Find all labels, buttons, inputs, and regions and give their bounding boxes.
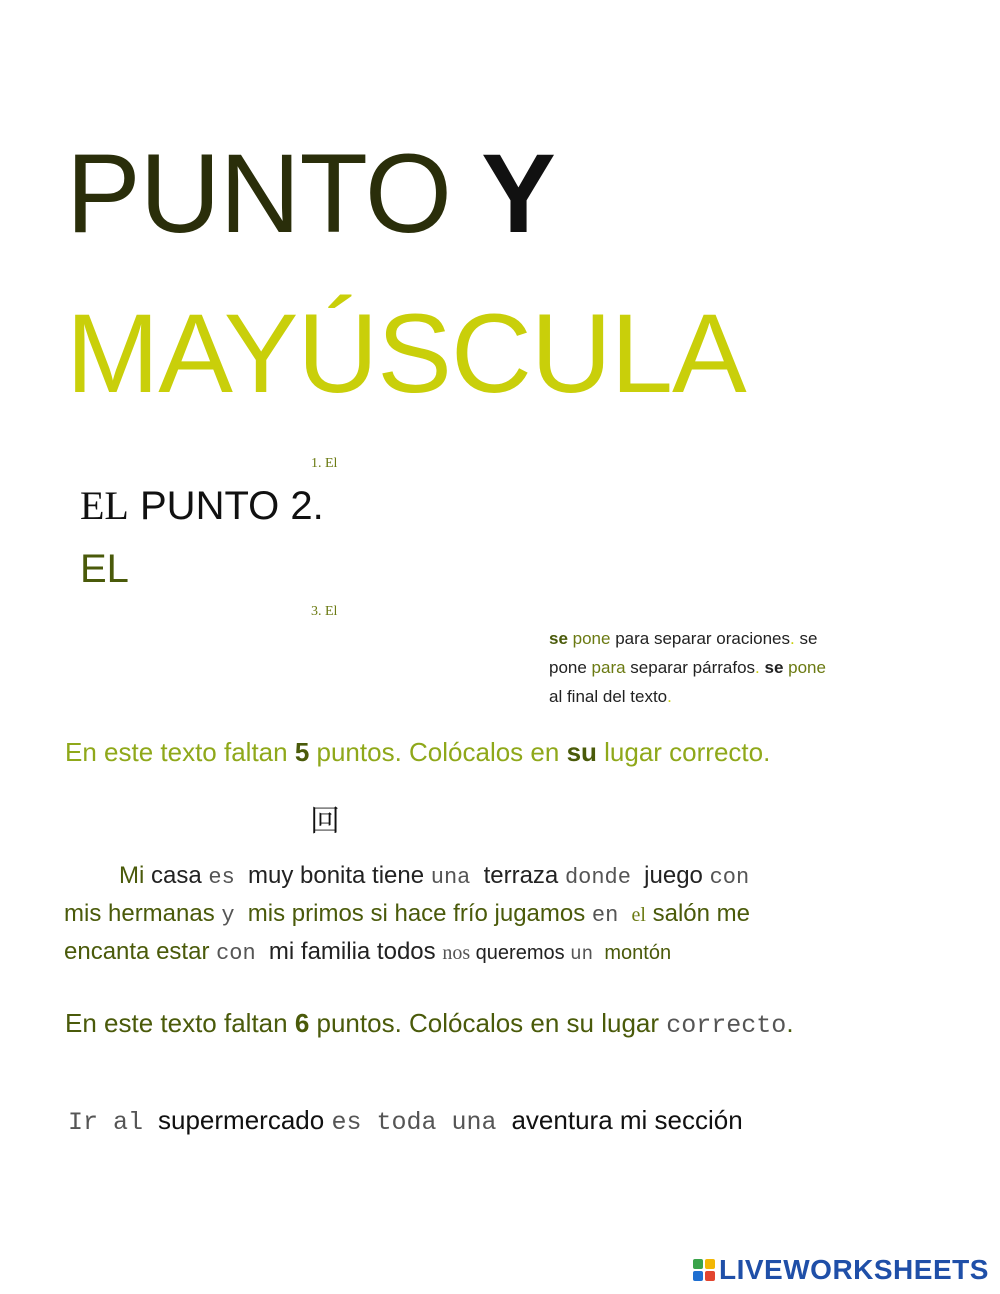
title-line-1 [66,131,555,256]
ex2-instr-d: . [786,1008,794,1038]
item-3-label: 3. El [311,604,338,619]
rule2-dot: . [755,658,760,677]
ex1-p1-i: con [709,865,750,890]
ex2-instr-c: correcto [666,1011,787,1040]
title-punto: PUNTO [66,131,482,256]
rule1-trailing-se: se [794,629,818,648]
exercise-1-paragraph [64,858,750,972]
ex1-p2-e: el [631,904,646,926]
exercise-1-instruction [65,737,770,768]
ex1-p2-d: en [591,903,632,928]
rule2-pone: pone [549,658,592,677]
ex1-p3-e: queremos [470,942,571,964]
liveworksheets-logo[interactable] [693,1254,989,1286]
ex1-p3-a: encanta estar [64,938,217,965]
exercise-2-sentence [68,1102,743,1141]
ex2-s-c: es toda una [331,1108,512,1137]
section-heading [80,482,324,529]
item-1-label: 1. El [311,456,338,471]
ex1-instr-su: su [566,737,597,767]
ex1-p2-a: mis hermanas [64,900,222,927]
ex1-p3-f: un [570,943,605,965]
ex1-p3-g: montón [604,942,672,964]
logo-square-3 [693,1271,703,1281]
ex1-instr-num: 5 [294,737,310,767]
rule-line-2 [549,653,826,682]
ex1-p1-g: donde [564,865,645,890]
rule2-para: para [591,658,626,677]
ex2-instr-a: En este texto faltan [65,1008,295,1038]
ex1-p1-f: terraza [483,862,565,889]
ex1-p3-b: con [216,941,269,966]
ex1-p2-c: mis primos si hace frío jugamos [247,900,592,927]
ex1-instr-b: puntos. Colócalos en [309,737,567,767]
ex1-p1-e: una [430,865,484,890]
rules-block [549,624,826,711]
heading-punto: PUNTO 2. [140,484,324,528]
ex1-p2-b: y [221,903,248,928]
ex1-p1-d: muy bonita tiene [247,862,431,889]
rule2-pone2: pone [783,658,826,677]
rule2-rest: separar párrafos [625,658,756,677]
ex2-s-a: Ir al [68,1108,159,1137]
rule2-se-bold: se [759,658,784,677]
ex1-line-2 [64,896,750,934]
ex1-p3-d: nos [442,942,471,964]
rule1-dot: . [790,629,795,648]
ex2-s-d: aventura mi sección [511,1105,743,1135]
rule3-text: al final del texto [549,687,668,706]
ex2-s-b: supermercado [158,1105,332,1135]
ex1-instr-a: En este texto faltan [65,737,295,767]
heading-el-2: EL [80,547,129,591]
ex1-p1-b: casa [151,862,209,889]
ex1-line-3 [64,934,750,972]
title-line-2: MAYÚSCULA [66,291,746,416]
ex1-instr-c: lugar correcto. [596,737,771,767]
ex1-line-1 [64,858,750,896]
rule1-se: se [549,629,568,648]
liveworksheets-logo-text: LIVEWORKSHEETS [719,1254,989,1285]
rule-line-1 [549,624,826,653]
logo-square-2 [705,1259,715,1269]
title-y: Y [481,131,555,256]
rule1-pone: pone [567,629,611,648]
ex1-p1-h: juego [644,862,710,889]
rule3-dot: . [667,687,672,706]
logo-square-4 [705,1271,715,1281]
heading-el: EL [80,483,129,528]
rule-line-3 [549,682,826,711]
ex1-p2-f: salón me [645,900,751,927]
ex1-p3-c: mi familia todos [268,938,443,965]
exercise-2-instruction [65,1008,794,1040]
logo-square-1 [693,1259,703,1269]
ex2-instr-num: 6 [294,1008,310,1038]
ex2-instr-b: puntos. Colócalos en su lugar [309,1008,667,1038]
rule1-rest: para separar oraciones [610,629,791,648]
ex1-p1-a: Mi [119,862,151,889]
ex1-p1-c: es [208,865,248,890]
liveworksheets-logo-icon [693,1259,715,1281]
grid-box-icon[interactable]: 回 [310,805,340,838]
